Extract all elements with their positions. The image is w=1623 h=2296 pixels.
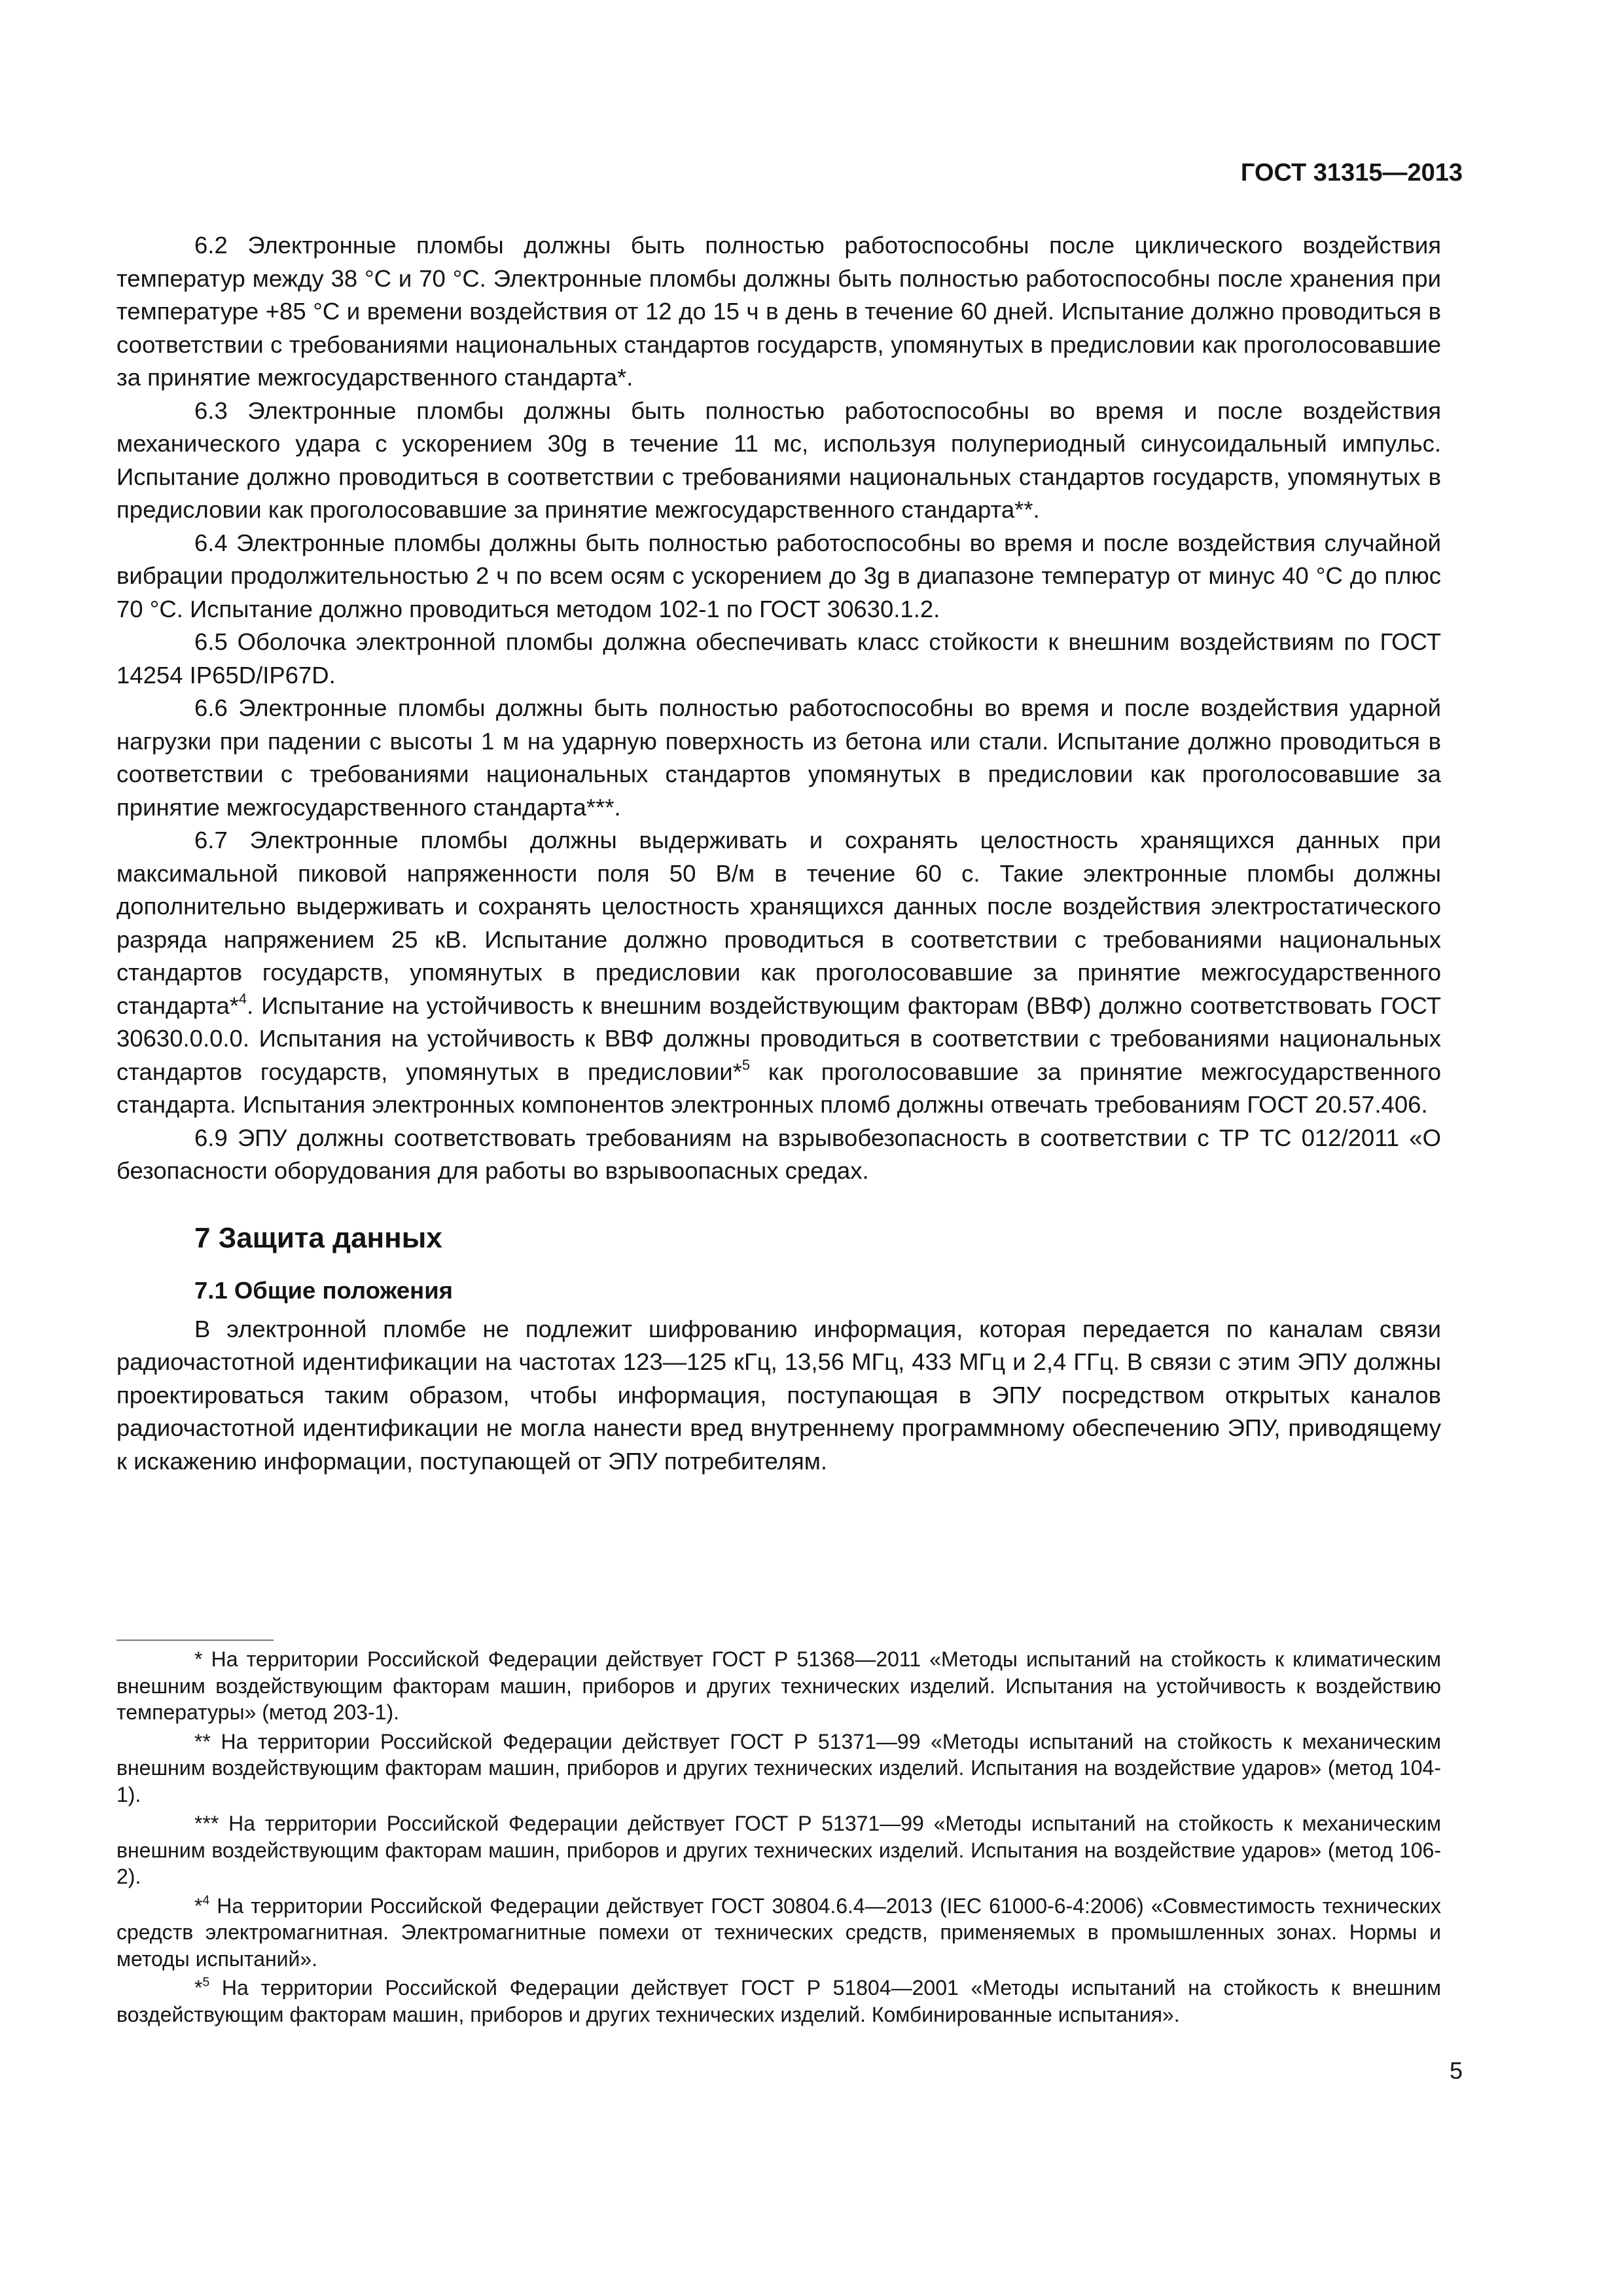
footnote-5-mark: * (194, 1976, 203, 2000)
footnote-divider (116, 1640, 274, 1641)
footnote-4-sup: 4 (202, 1893, 210, 1908)
footnotes (116, 1646, 1441, 2030)
footnote-ref-4: 4 (238, 990, 247, 1007)
paragraph-6-4: 6.4 Электронные пломбы должны быть полностью работоспособны во время и после воздействия случайной вибрации продолжительностью 2 ч по всем осям с ускорением до 3g в диапазоне температур от минус 40 °С до плюс 70 °С. Испытание должно проводиться методом 102-1 по ГОСТ 30630.1.2. (116, 529, 1441, 622)
paragraph-6-6: 6.6 Электронные пломбы должны быть полностью работоспособны во время и после воздействия ударной нагрузки при падении с высоты 1 м на ударную поверхность из бетона или стали. Испытание должно проводиться в соответствии с требованиями национальных стандартов упомянутых в предисловии как проголосовавшие за принятие межгосударственного стандарта***. (116, 694, 1441, 821)
document-header: ГОСТ 31315—2013 (1240, 159, 1463, 187)
paragraph-6-7 (116, 824, 1441, 1122)
paragraph-6-5: 6.5 Оболочка электронной пломбы должна обеспечивать класс стойкости к внешним воздействиям по ГОСТ 14254 IP65D/IP67D. (116, 628, 1441, 689)
paragraph-6-7-part-b: . Испытание на устойчивость к внешним воздействующим факторам (ВВФ) должно соответствовать ГОСТ 30630.0.0.0. Испытания на устойчивость к ВВФ должны проводиться в соответствии с требованиями национальных стандартов государств, упомянутых в предисловии* (116, 992, 1441, 1085)
footnote-5 (116, 1975, 1441, 2028)
footnote-4 (116, 1893, 1441, 1973)
section-7-title: 7 Защита данных (194, 1221, 442, 1254)
subsection-7-1-title: 7.1 Общие положения (194, 1277, 453, 1304)
paragraph-6-2: 6.2 Электронные пломбы должны быть полностью работоспособны после циклического воздействия температур между 38 °С и 70 °С. Электронные пломбы должны быть полностью работоспособны после хранения при температуре +85 °С и времени воздействия от 12 до 15 ч в день в течение 60 дней. Испытание должно проводиться в соответствии с требованиями национальных стандартов государств, упомянутых в предисловии как проголосовавшие за принятие межгосударственного стандарта*. (116, 232, 1441, 391)
footnote-1: * На территории Российской Федерации действует ГОСТ Р 51368—2011 «Методы испытаний на стойкость к климатическим внешним воздействующим факторам машин, приборов и других технических изделий. Испытания на устойчивость к воздействию температуры» (метод 203-1). (116, 1647, 1441, 1724)
document-body (116, 229, 1441, 1478)
footnote-2: ** На территории Российской Федерации действует ГОСТ Р 51371—99 «Методы испытаний на стойкость к механическим внешним воздействующим факторам машин, приборов и других технических изделий. Испытания на воздействие ударов» (метод 104-1). (116, 1729, 1441, 1806)
paragraph-6-7-part-a: 6.7 Электронные пломбы должны выдерживать и сохранять целостность хранящихся данных при максимальной пиковой напряженности поля 50 В/м в течение 60 с. Такие электронные пломбы должны дополнительно выдерживать и сохранять целостность хранящихся данных после воздействия электростатического разряда напряжением 25 кВ. Испытание должно проводиться в соответствии с требованиями национальных стандартов государств, упомянутых в предисловии как проголосовавшие за принятие межгосударственного стандарта* (116, 827, 1441, 1019)
footnote-5-text: На территории Российской Федерации действует ГОСТ Р 51804—2001 «Методы испытаний на стойкость к внешним воздействующим факторам машин, приборов и других технических изделий. Комбинированные испытания». (116, 1976, 1441, 2026)
footnote-3: *** На территории Российской Федерации действует ГОСТ Р 51371—99 «Методы испытаний на стойкость к механическим внешним воздействующим факторам машин, приборов и других технических изделий. Испытания на воздействие ударов» (метод 106-2). (116, 1812, 1441, 1888)
footnote-ref-5: 5 (741, 1056, 751, 1073)
footnote-4-mark: * (194, 1893, 203, 1918)
page-number: 5 (1449, 2057, 1463, 2084)
footnote-4-text: На территории Российской Федерации действует ГОСТ 30804.6.4—2013 (IEC 61000-6-4:2006) «Совместимость технических средств электромагнитная. Электромагнитные помехи от технических средств, применяемых в промышленных зонах. Нормы и методы испытаний». (116, 1893, 1441, 1971)
paragraph-6-9: 6.9 ЭПУ должны соответствовать требованиям на взрывобезопасность в соответствии с ТР ТС 012/2011 «О безопасности оборудования для работы во взрывоопасных средах. (116, 1124, 1441, 1184)
paragraph-6-7-part-c: как проголосовавшие за принятие межгосударственного стандарта. Испытания электронных компонентов электронных пломб должны отвечать требованиям ГОСТ 20.57.406. (116, 1058, 1441, 1118)
footnote-5-sup: 5 (202, 1975, 210, 1990)
paragraph-6-3: 6.3 Электронные пломбы должны быть полностью работоспособны во время и после воздействия механического удара с ускорением 30g в течение 11 мс, используя полупериодный синусоидальный импульс. Испытание должно проводиться в соответствии с требованиями национальных стандартов государств, упомянутых в предисловии как проголосовавшие за принятие межгосударственного стандарта**. (116, 397, 1441, 523)
section-7-1-text: В электронной пломбе не подлежит шифрованию информация, которая передается по каналам связи радиочастотной идентификации на частотах 123—125 кГц, 13,56 МГц, 433 МГц и 2,4 ГГц. В связи с этим ЭПУ должны проектироваться таким образом, чтобы информация, поступающая в ЭПУ посредством открытых каналов радиочастотной идентификации не могла нанести вред внутреннему программному обеспечению ЭПУ, приводящему к искажению информации, поступающей от ЭПУ потребителям. (116, 1315, 1441, 1475)
